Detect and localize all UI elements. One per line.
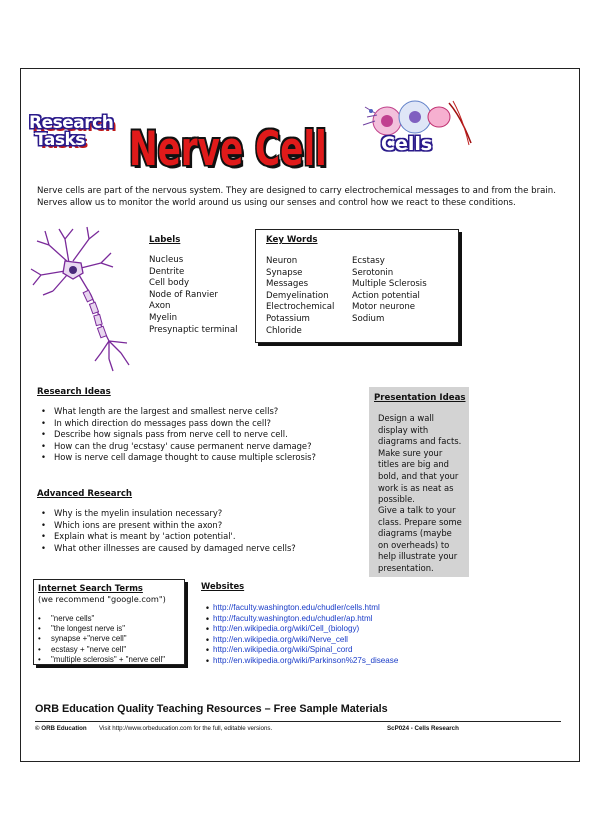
websites-heading: Websites [201, 581, 245, 591]
website-item [201, 656, 398, 667]
label-item: Dentrite [149, 266, 185, 277]
website-link[interactable]: • http://en.wikipedia.org/wiki/Cell_(biology) [213, 624, 360, 633]
websites-section [201, 581, 398, 666]
neuron-diagram [29, 225, 147, 373]
search-term: • "multiple sclerosis" + "nerve cell" [34, 655, 165, 665]
website-link[interactable]: • http://en.wikipedia.org/wiki/Nerve_cell [213, 634, 348, 644]
website-link[interactable]: • http://en.wikipedia.org/wiki/Spinal_cord [213, 645, 353, 654]
label-item: Myelin [149, 312, 178, 323]
research-ideas-heading: Research Ideas [37, 387, 111, 397]
list-item: • Explain what is meant by 'action potential'. [37, 531, 367, 543]
presentation-ideas-panel [369, 387, 469, 577]
presentation-ideas-para2: Give a talk to your class. Prepare some diagrams (maybe on overheads) to help illustrate your presentation. [378, 505, 462, 573]
cells-logo-text: Cells [381, 133, 433, 155]
website-item [201, 614, 398, 625]
website-link[interactable]: • http://faculty.washington.edu/chudler/cells.html [213, 603, 380, 612]
presentation-ideas-para1: Design a wall display with diagrams and facts. Make sure your titles are big and bold, and that your work is as neat as possible. [378, 413, 462, 505]
footer-title: ORB Education Quality Teaching Resources – Free Sample Materials [35, 703, 388, 715]
key-word: Motor neurone [352, 302, 416, 313]
presentation-ideas-heading: Presentation Ideas [374, 393, 466, 403]
internet-search-list [34, 614, 165, 665]
search-term: • "the longest nerve is" [34, 624, 165, 634]
labels-heading: Labels [149, 235, 181, 245]
key-word: Potassium [266, 313, 310, 324]
labels-list [149, 255, 257, 336]
website-link[interactable]: • http://faculty.washington.edu/chudler/ap.html [213, 613, 373, 623]
worksheet-page [20, 68, 580, 762]
key-word: Ecstasy [352, 256, 385, 266]
list-item: • Why is the myelin insulation necessary? [37, 508, 367, 520]
list-item: • In which direction do messages pass down the cell? [37, 418, 367, 430]
list-item: • What length are the largest and smallest nerve cells? [37, 406, 367, 418]
footer-visit: Visit http://www.orbeducation.com for the full, editable versions. [99, 725, 273, 732]
label-item: Presynaptic terminal [149, 324, 238, 335]
footer-copyright: © ORB Education [35, 725, 87, 732]
list-item: • How is nerve cell damage thought to cause multiple sclerosis? [37, 452, 367, 464]
key-word: Demyelination [266, 290, 329, 301]
website-item [201, 624, 398, 635]
key-word: Sodium [352, 313, 385, 324]
labels-section [149, 235, 257, 336]
internet-search-heading: Internet Search Terms [38, 583, 143, 593]
website-item [201, 603, 398, 614]
footer-divider [35, 721, 561, 722]
list-item: • Which ions are present within the axon? [37, 520, 367, 532]
research-ideas-list [37, 406, 367, 464]
research-ideas-section [37, 387, 367, 464]
page-title: Nerve Cell [129, 121, 327, 176]
research-tasks-line1: Research [29, 113, 114, 133]
advanced-research-heading: Advanced Research [37, 489, 133, 499]
websites-list [201, 603, 398, 666]
website-item [201, 635, 398, 646]
key-words-col1 [266, 256, 334, 337]
key-word: Chloride [266, 325, 302, 336]
key-word: Serotonin [352, 267, 394, 278]
label-item: Cell body [149, 278, 190, 289]
intro-paragraph: Nerve cells are part of the nervous system. They are designed to carry electrochemical messages to and from the brain. Nerves allow us to monitor the world around us using our senses and control how we react to these conditions. [37, 186, 556, 208]
website-item [201, 645, 398, 656]
key-word: Action potential [352, 290, 420, 301]
website-link[interactable]: • http://en.wikipedia.org/wiki/Parkinson%27s_disease [213, 655, 399, 665]
research-tasks-line2: Tasks [35, 130, 85, 150]
label-item: Nucleus [149, 255, 184, 265]
list-item: • What other illnesses are caused by damaged nerve cells? [37, 543, 367, 555]
key-word: Neuron [266, 256, 298, 266]
search-term: • ecstasy + "nerve cell" [34, 645, 165, 655]
list-item: • Describe how signals pass from nerve cell to nerve cell. [37, 429, 367, 441]
key-word: Electrochemical [266, 302, 335, 313]
internet-search-box [33, 579, 185, 665]
research-tasks-logo [29, 115, 115, 159]
search-term: • synapse +"nerve cell" [34, 634, 165, 644]
label-item: Axon [149, 301, 171, 312]
key-word: Synapse [266, 267, 303, 278]
footer-code: ScP024 - Cells Research [387, 725, 459, 732]
key-words-heading: Key Words [266, 235, 318, 245]
advanced-research-section [37, 489, 367, 554]
label-item: Node of Ranvier [149, 289, 218, 300]
key-words-box [255, 229, 459, 343]
list-item: • How can the drug 'ecstasy' cause permanent nerve damage? [37, 441, 367, 453]
advanced-research-list [37, 508, 367, 554]
key-word: Multiple Sclerosis [352, 279, 427, 290]
key-words-col2 [352, 256, 427, 326]
search-term: • "nerve cells" [34, 614, 165, 624]
internet-search-subheading: (we recommend "google.com") [38, 594, 166, 604]
key-word: Messages [266, 279, 309, 290]
